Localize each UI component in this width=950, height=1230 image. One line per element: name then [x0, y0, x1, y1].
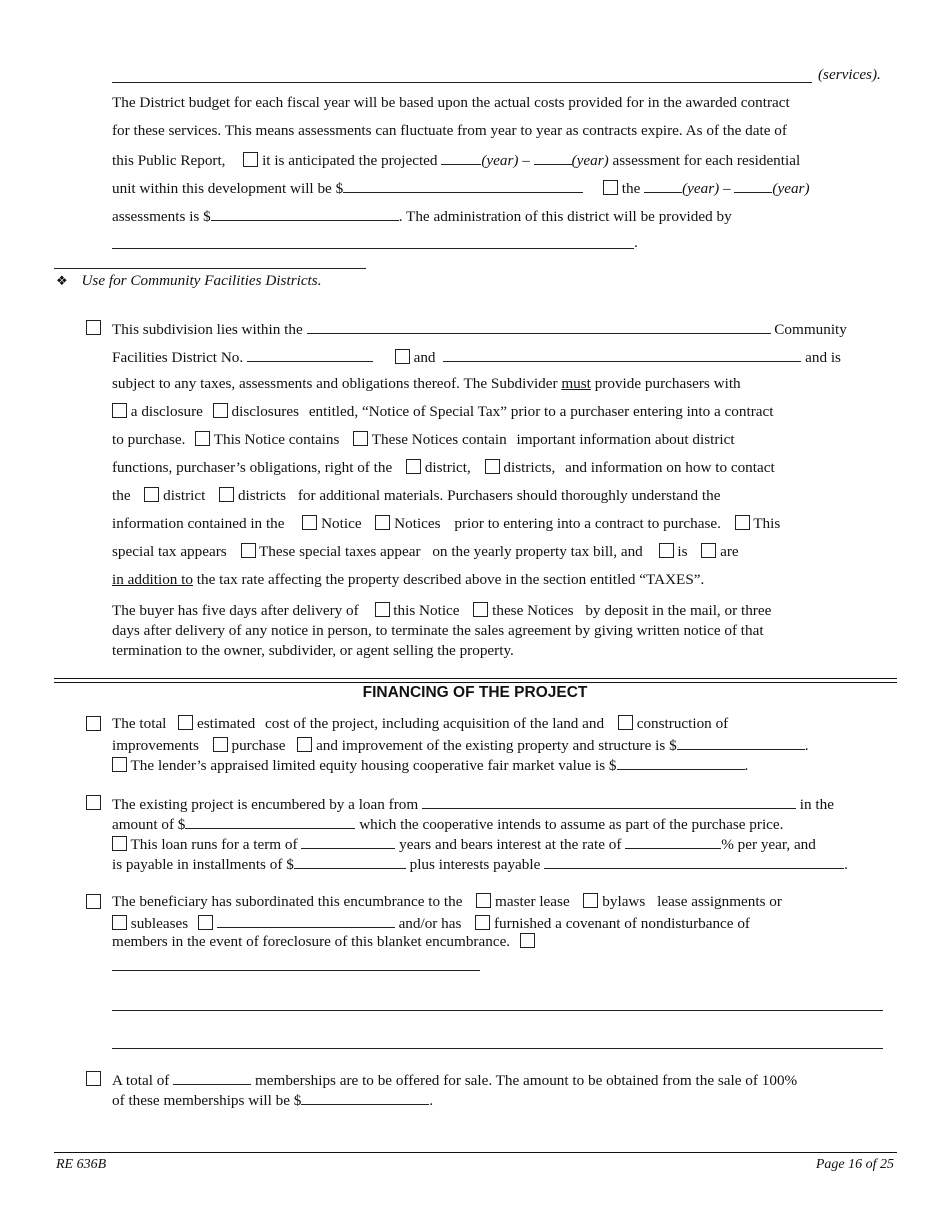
estimated-checkbox[interactable]: [178, 715, 193, 730]
lender-name-blank[interactable]: [422, 794, 796, 809]
improvement-checkbox[interactable]: [297, 737, 312, 752]
explain-line-3[interactable]: [112, 1048, 883, 1049]
and-checkbox[interactable]: [395, 349, 410, 364]
lender-appraised-checkbox[interactable]: [112, 757, 127, 772]
is-checkbox[interactable]: [659, 543, 674, 558]
total-cost-blank[interactable]: [677, 735, 805, 750]
page-number: Page 16 of 25: [815, 1157, 894, 1172]
foreclosure-checkbox[interactable]: [520, 933, 535, 948]
cfd-main-checkbox[interactable]: [86, 320, 101, 335]
info-notices-checkbox[interactable]: [375, 515, 390, 530]
cfd-line-10: in addition to the tax rate affecting the property described above in the section entitled “TAXES”.: [112, 571, 705, 588]
cfd-line-7: the district districts for additional materials. Purchasers should thoroughly understand the: [112, 487, 721, 504]
administration-blank[interactable]: [112, 248, 634, 249]
unit-assessment-blank[interactable]: [343, 178, 583, 193]
right-districts-checkbox[interactable]: [485, 459, 500, 474]
purchase-checkbox[interactable]: [213, 737, 228, 752]
budget-line-2: The District budget for each fiscal year will be based upon the actual costs provided for in the awarded contract: [112, 94, 790, 111]
fair-market-value-blank[interactable]: [617, 755, 745, 770]
fin-p3-line1: The beneficiary has subordinated this encumbrance to the master lease bylaws lease assignments or: [112, 893, 782, 910]
right-district-checkbox[interactable]: [406, 459, 421, 474]
services-label: (services).: [818, 66, 881, 83]
footer-rule: [54, 1152, 897, 1153]
other-blank[interactable]: [217, 913, 395, 928]
form-id: RE 636B: [56, 1157, 107, 1172]
bylaws-checkbox[interactable]: [583, 893, 598, 908]
disclosures-checkbox[interactable]: [213, 403, 228, 418]
cfd-line-2: Facilities District No. and and is: [112, 349, 841, 366]
fin-p1-line1: The total estimated cost of the project, including acquisition of the land and construction of: [112, 715, 729, 732]
year-end-blank-2[interactable]: [734, 178, 772, 193]
contact-district-checkbox[interactable]: [144, 487, 159, 502]
cfd-line-1: This subdivision lies within the Community: [112, 321, 847, 338]
fin-p1-line3: The lender’s appraised limited equity housing cooperative fair market value is $ .: [112, 755, 748, 775]
buyer-this-notice-checkbox[interactable]: [375, 602, 390, 617]
services-blank[interactable]: [112, 82, 812, 83]
explain-line-2[interactable]: [112, 1010, 883, 1011]
anticipated-checkbox[interactable]: [243, 152, 258, 167]
loan-checkbox[interactable]: [86, 795, 101, 810]
district-number-blank[interactable]: [247, 347, 373, 362]
cfd-line-9: special tax appears These special taxes appear on the yearly property tax bill, and is are: [112, 543, 739, 560]
fin-p3-line3: members in the event of foreclosure of this blanket encumbrance.: [112, 933, 535, 951]
assessments-amount-blank[interactable]: [211, 206, 399, 221]
master-lease-checkbox[interactable]: [476, 893, 491, 908]
fin-p2-line3: This loan runs for a term of years and bears interest at the rate of % per year, and: [112, 834, 816, 854]
loan-term-checkbox[interactable]: [112, 836, 127, 851]
interest-payable-blank[interactable]: [544, 854, 844, 869]
info-notice-checkbox[interactable]: [302, 515, 317, 530]
subleases-checkbox[interactable]: [112, 915, 127, 930]
section-divider-top: [54, 678, 897, 679]
loan-amount-blank[interactable]: [185, 814, 355, 829]
subordinated-checkbox[interactable]: [86, 894, 101, 909]
section-divider-bottom: [54, 682, 897, 683]
this-notice-contains-checkbox[interactable]: [195, 431, 210, 446]
other-checkbox[interactable]: [198, 915, 213, 930]
installment-blank[interactable]: [294, 854, 406, 869]
cfd-line-4: a disclosure disclosures entitled, “Notice of Special Tax” prior to a purchaser entering into a contract: [112, 403, 773, 421]
contact-districts-checkbox[interactable]: [219, 487, 234, 502]
loan-term-blank[interactable]: [301, 834, 395, 849]
fin-p2-line4: is payable in installments of $ plus interests payable .: [112, 856, 848, 873]
fin-p3-line2: subleases and/or has furnished a covenant of nondisturbance of: [112, 913, 750, 933]
budget-line-6: assessments is $ . The administration of this district will be provided by: [112, 208, 732, 225]
memberships-checkbox[interactable]: [86, 1071, 101, 1086]
diamond-bullet-icon: ❖: [56, 274, 68, 289]
a-disclosure-checkbox[interactable]: [112, 403, 127, 418]
memberships-count-blank[interactable]: [173, 1070, 251, 1085]
year-start-blank-2[interactable]: [644, 178, 682, 193]
budget-line-3: for these services. This means assessments can fluctuate from year to year as contracts expire. As of the date of: [112, 122, 787, 139]
buyer-line-2: days after delivery of any notice in person, to terminate the sales agreement by giving written notice of that: [112, 622, 764, 639]
buyer-line-1: The buyer has five days after delivery of this Notice these Notices by deposit in the mail, or three: [112, 602, 772, 619]
interest-rate-blank[interactable]: [625, 834, 721, 849]
fin-p2-line1: The existing project is encumbered by a loan from in the: [112, 796, 834, 813]
public-report-text: this Public Report,: [112, 152, 226, 169]
fin-p4-line1: A total of memberships are to be offered for sale. The amount to be obtained from the sale of 100%: [112, 1072, 798, 1089]
fin-p2-line2: amount of $ which the cooperative intends to assume as part of the purchase price.: [112, 816, 784, 833]
the-assessment-checkbox[interactable]: [603, 180, 618, 195]
this-tax-checkbox[interactable]: [735, 515, 750, 530]
cfd-name-blank[interactable]: [307, 319, 771, 334]
covenant-checkbox[interactable]: [475, 915, 490, 930]
financing-title: FINANCING OF THE PROJECT: [362, 684, 588, 701]
year-start-blank[interactable]: [441, 150, 481, 165]
explain-line-1[interactable]: [112, 970, 480, 971]
these-taxes-checkbox[interactable]: [241, 543, 256, 558]
administration-period: .: [634, 234, 638, 251]
fin-p4-line2: of these memberships will be $ .: [112, 1092, 434, 1109]
budget-line-5: unit within this development will be $ the (year) – (year): [112, 180, 810, 197]
buyer-line-3: termination to the owner, subdivider, or agent selling the property.: [112, 642, 514, 659]
fin-p1-line2: improvements purchase and improvement of the existing property and structure is $ .: [112, 737, 809, 754]
these-notices-contain-checkbox[interactable]: [353, 431, 368, 446]
cfd-line-8: information contained in the Notice Notices prior to entering into a contract to purchase. This: [112, 515, 781, 532]
cfd-line-5: to purchase. This Notice contains These Notices contain important information about district: [112, 431, 735, 448]
are-checkbox[interactable]: [701, 543, 716, 558]
construction-checkbox[interactable]: [618, 715, 633, 730]
budget-line-4: this Public Report, it is anticipated the projected (year) – (year) assessment for each residential: [112, 152, 801, 169]
buyer-these-notices-checkbox[interactable]: [473, 602, 488, 617]
total-cost-checkbox[interactable]: [86, 716, 101, 731]
memberships-amount-blank[interactable]: [301, 1090, 429, 1105]
second-district-blank[interactable]: [443, 347, 801, 362]
cfd-line-3: subject to any taxes, assessments and obligations thereof. The Subdivider must provide purchasers with: [112, 375, 741, 392]
cfd-heading: ❖ Use for Community Facilities Districts.: [56, 272, 322, 289]
cfd-line-6: functions, purchaser’s obligations, right of the district, districts, and information on how to contact: [112, 459, 775, 476]
year-end-blank[interactable]: [534, 150, 572, 165]
cfd-heading-rule: [54, 268, 366, 269]
